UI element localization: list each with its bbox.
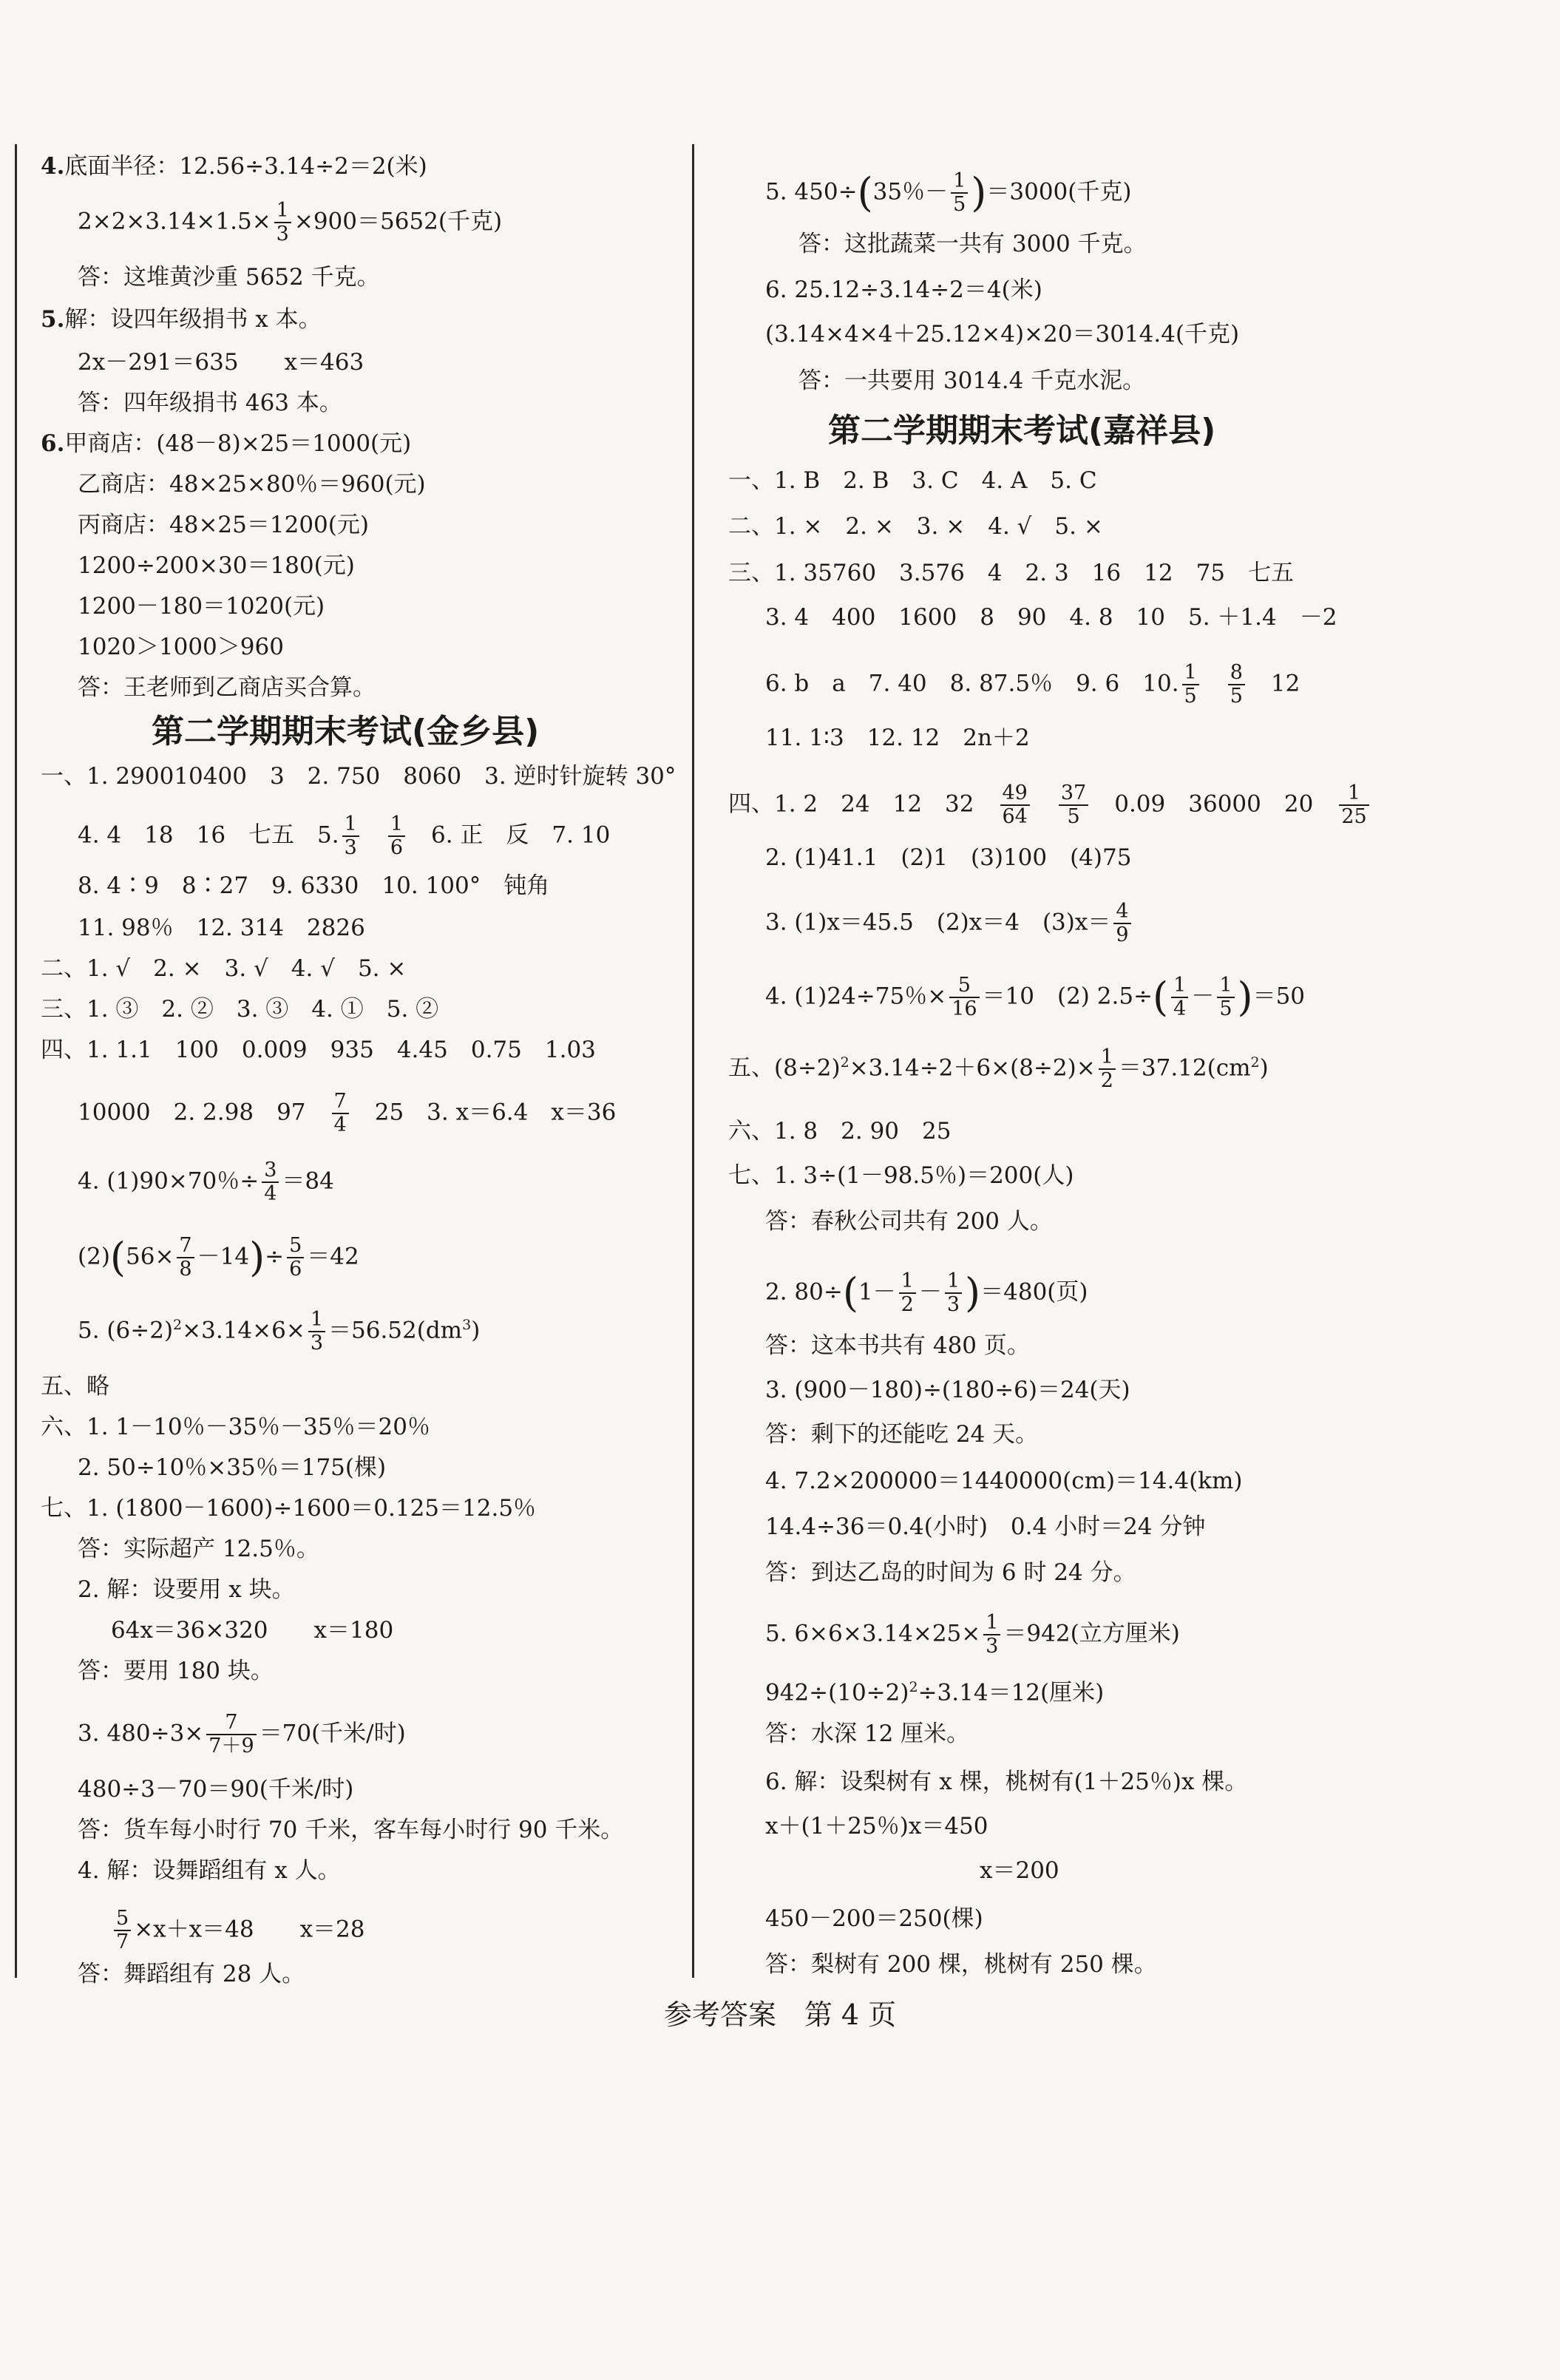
answer-line: 3. 4 400 1600 8 90 4. 8 10 5. ＋1.4 －2 <box>765 604 1337 631</box>
answer-line: 6. b a 7. 40 8. 87.5％ 9. 6 10. $\frac{1}{5}$ $\frac{8}{5}$ 12 <box>765 661 1300 708</box>
answer-line: 4. 解：设舞蹈组有 x 人。 <box>78 1857 341 1884</box>
answer-line: 3. (1)x＝45.5 (2)x＝4 (3)x＝ $\frac{4}{9}$ <box>728 901 1134 946</box>
answer-line: 四、1. 2 24 12 32 $\frac{49}{64}$ $\frac{37}{5}$ 0.09 36000 20 $\frac{1}{25}$ <box>728 782 1372 828</box>
fraction: $\frac{1}{3}$ <box>983 1612 1000 1658</box>
answer-line: 五、略 <box>41 1373 109 1400</box>
answer-line: 2×2×3.14×1.5× $\frac{1}{3}$ ×900＝5652(千克) <box>78 199 503 245</box>
answer-line: 2. (1)41.1 (2)1 (3)100 (4)75 <box>765 844 1132 871</box>
fraction: $\frac{1}{5}$ <box>1217 974 1234 1020</box>
answer-line: 10000 2. 2.98 97 $\frac{7}{4}$ 25 3. x＝6.4 x＝36 <box>78 1090 617 1136</box>
answer-line: 5. 6×6×3.14×25× $\frac{1}{3}$ ＝942(立方厘米) <box>765 1611 1180 1658</box>
answer-line: 1200－180＝1020(元) <box>78 593 325 620</box>
answer-line: 2x－291＝635 x＝463 <box>78 349 364 376</box>
answer-line: 二、1. × 2. × 3. × 4. √ 5. × <box>728 513 1103 540</box>
answer-line: 2. 50÷10％×35％＝175(棵) <box>78 1454 387 1481</box>
answer-line: 答：这堆黄沙重 5652 千克。 <box>78 264 380 291</box>
left-margin-rule <box>15 144 17 1978</box>
fraction: $\frac{1}{5}$ <box>951 170 968 216</box>
answer-line: 乙商店：48×25×80％＝960(元) <box>78 471 426 498</box>
fraction: $\frac{4}{9}$ <box>1113 901 1130 946</box>
answer-line: 七、1. 3÷(1－98.5％)＝200(人) <box>728 1162 1074 1189</box>
fraction: $\frac{1}{3}$ <box>342 813 359 859</box>
answer-line: (3.14×4×4＋25.12×4)×20＝3014.4(千克) <box>765 321 1240 347</box>
answer-line: 3. (900－180)÷(180÷6)＝24(天) <box>765 1377 1130 1403</box>
answer-line: 450－200＝250(棵) <box>765 1905 983 1932</box>
answer-line: 4. 7.2×200000＝1440000(cm)＝14.4(km) <box>765 1468 1243 1494</box>
fraction: $\frac{1}{3}$ <box>945 1270 962 1316</box>
fraction: $\frac{1}{3}$ <box>308 1309 325 1355</box>
answer-line: 三、1. ③ 2. ② 3. ③ 4. ① 5. ② <box>41 996 439 1023</box>
fraction: $\frac{1}{2}$ <box>1099 1046 1116 1092</box>
answer-line: 答：到达乙岛的时间为 6 时 24 分。 <box>765 1559 1136 1586</box>
fraction: $\frac{1}{4}$ <box>1171 974 1188 1020</box>
answer-line: 64x＝36×320 x＝180 <box>111 1617 394 1644</box>
fraction: $\frac{7}{8}$ <box>177 1235 194 1281</box>
fraction: $\frac{1}{2}$ <box>899 1270 916 1316</box>
answer-line: 一、1. B 2. B 3. C 4. A 5. C <box>728 467 1097 494</box>
answer-line: 5. 450÷(35％－ $\frac{1}{5}$ )＝3000(千克) <box>765 169 1132 216</box>
answer-line: 6. 解：设梨树有 x 棵，桃树有(1＋25％)x 棵。 <box>765 1769 1248 1795</box>
fraction: $\frac{7}{4}$ <box>332 1091 349 1136</box>
answer-line: 五、$(8\div 2)^2\times 3.14\div 2+6\times(8\div 2)\times$ $\frac{1}{2}$ $=37.12(cm^2)$ <box>728 1045 1269 1092</box>
answer-line: 六、1. 1－10％－35％－35％＝20％ <box>41 1414 430 1440</box>
answer-line: 答：剩下的还能吃 24 天。 <box>765 1421 1039 1448</box>
fraction: $\frac{3}{4}$ <box>262 1159 279 1205</box>
answer-line: x＋(1＋25％)x＝450 <box>765 1813 988 1840</box>
answer-line: 4.底面半径：12.56÷3.14÷2＝2(米) <box>41 153 427 180</box>
answer-line: $\frac{5}{7}$ ×x＋x＝48 x＝28 <box>41 1908 365 1953</box>
answer-line: 5.解：设四年级捐书 x 本。 <box>41 306 322 333</box>
answer-line: (2)(56× $\frac{7}{8}$ －14)÷ $\frac{5}{6}$ ＝42 <box>78 1234 359 1281</box>
answer-line: 七、1. (1800－1600)÷1600＝0.125＝12.5％ <box>41 1495 537 1522</box>
answer-line: 2. 解：设要用 x 块。 <box>78 1576 295 1603</box>
answer-line: 2. 80÷(1－ $\frac{1}{2}$ － $\frac{1}{3}$ )＝480(页) <box>765 1269 1088 1316</box>
answer-line: 1200÷200×30＝180(元) <box>78 552 355 579</box>
answer-line: 答：四年级捐书 463 本。 <box>78 390 342 416</box>
answer-line: 答：货车每小时行 70 千米，客车每小时行 90 千米。 <box>78 1817 624 1843</box>
answer-line: 二、1. √ 2. × 3. √ 4. √ 5. × <box>41 955 407 982</box>
answer-line: 四、1. 1.1 100 0.009 935 4.45 0.75 1.03 <box>41 1037 596 1063</box>
fraction: $\frac{1}{3}$ <box>274 200 291 245</box>
answer-line: 8. 4∶9 8∶27 9. 6330 10. 100° 钝角 <box>78 872 550 899</box>
answer-line: 3. 480÷3× $\frac{7}{7+9}$ ＝70(千米/时) <box>78 1711 406 1757</box>
answer-line: 11. 1∶3 12. 12 2n＋2 <box>765 725 1030 751</box>
answer-line: 14.4÷36＝0.4(小时) 0.4 小时＝24 分钟 <box>765 1513 1206 1540</box>
answer-line: 4. (1)24÷75％× $\frac{5}{16}$ ＝10 (2) 2.5÷( $\frac{1}{4}$ － $\frac{1}{5}$ )＝50 <box>765 974 1306 1020</box>
answer-line: 6. 25.12÷3.14÷2＝4(米) <box>765 277 1042 303</box>
section-title: 第二学期期末考试(金乡县) <box>152 713 540 750</box>
answer-line: 答：水深 12 厘米。 <box>765 1720 970 1747</box>
page-footer: 参考答案 第 4 页 <box>663 1998 897 2031</box>
fraction: $\frac{1}{25}$ <box>1339 782 1369 828</box>
answer-line: 六、1. 8 2. 90 25 <box>728 1118 952 1145</box>
answer-line: 答：这本书共有 480 页。 <box>765 1332 1030 1359</box>
fraction: $\frac{8}{5}$ <box>1228 662 1245 708</box>
answer-line: 4. (1)90×70％÷ $\frac{3}{4}$ ＝84 <box>78 1159 334 1205</box>
answer-line: 5. $(6\div 2)^2\times 3.14\times 6\times$ $\frac{1}{3}$ $=56.52(dm^3)$ <box>78 1308 481 1355</box>
answer-line: 答：一共要用 3014.4 千克水泥。 <box>798 367 1146 394</box>
answer-line: 答：春秋公司共有 200 人。 <box>765 1208 1053 1235</box>
answer-line: 6.甲商店：(48－8)×25＝1000(元) <box>41 430 412 457</box>
fraction: $\frac{1}{5}$ <box>1182 662 1199 708</box>
fraction: $\frac{7}{7+9}$ <box>206 1712 256 1757</box>
answer-line: 答：这批蔬菜一共有 3000 千克。 <box>798 231 1147 257</box>
fraction: $\frac{5}{16}$ <box>949 974 979 1020</box>
answer-line: 三、1. 35760 3.576 4 2. 3 16 12 75 七五 <box>728 560 1295 586</box>
answer-line: 一、1. 290010400 3 2. 750 8060 3. 逆时针旋转 30° <box>41 763 676 790</box>
answer-line: 480÷3－70＝90(千米/时) <box>78 1776 354 1803</box>
answer-line: $942\div(10\div 2)^2\div 3.14=12$(厘米) <box>765 1679 1105 1706</box>
answer-line: 答：要用 180 块。 <box>78 1658 274 1684</box>
answer-line: 答：实际超产 12.5％。 <box>78 1536 319 1562</box>
answer-line: 1020＞1000＞960 <box>78 634 284 660</box>
fraction: $\frac{37}{5}$ <box>1059 782 1088 828</box>
column-divider <box>692 144 694 1978</box>
answer-line: 4. 4 18 16 七五 5. $\frac{1}{3}$ $\frac{1}{6}$ 6. 正 反 7. 10 <box>78 813 611 859</box>
answer-line: 答：王老师到乙商店买合算。 <box>78 674 376 701</box>
answer-line: 丙商店：48×25＝1200(元) <box>78 512 369 538</box>
fraction: $\frac{5}{7}$ <box>114 1908 131 1953</box>
fraction: $\frac{1}{6}$ <box>388 813 405 859</box>
section-title: 第二学期期末考试(嘉祥县) <box>828 412 1216 450</box>
fraction: $\frac{5}{6}$ <box>287 1235 304 1281</box>
answer-line: 答：舞蹈组有 28 人。 <box>78 1961 305 1987</box>
fraction: $\frac{49}{64}$ <box>1000 782 1030 828</box>
answer-line: 11. 98％ 12. 314 2826 <box>78 915 365 941</box>
answer-line: x＝200 <box>980 1857 1059 1884</box>
answer-line: 答：梨树有 200 棵，桃树有 250 棵。 <box>765 1951 1157 1978</box>
